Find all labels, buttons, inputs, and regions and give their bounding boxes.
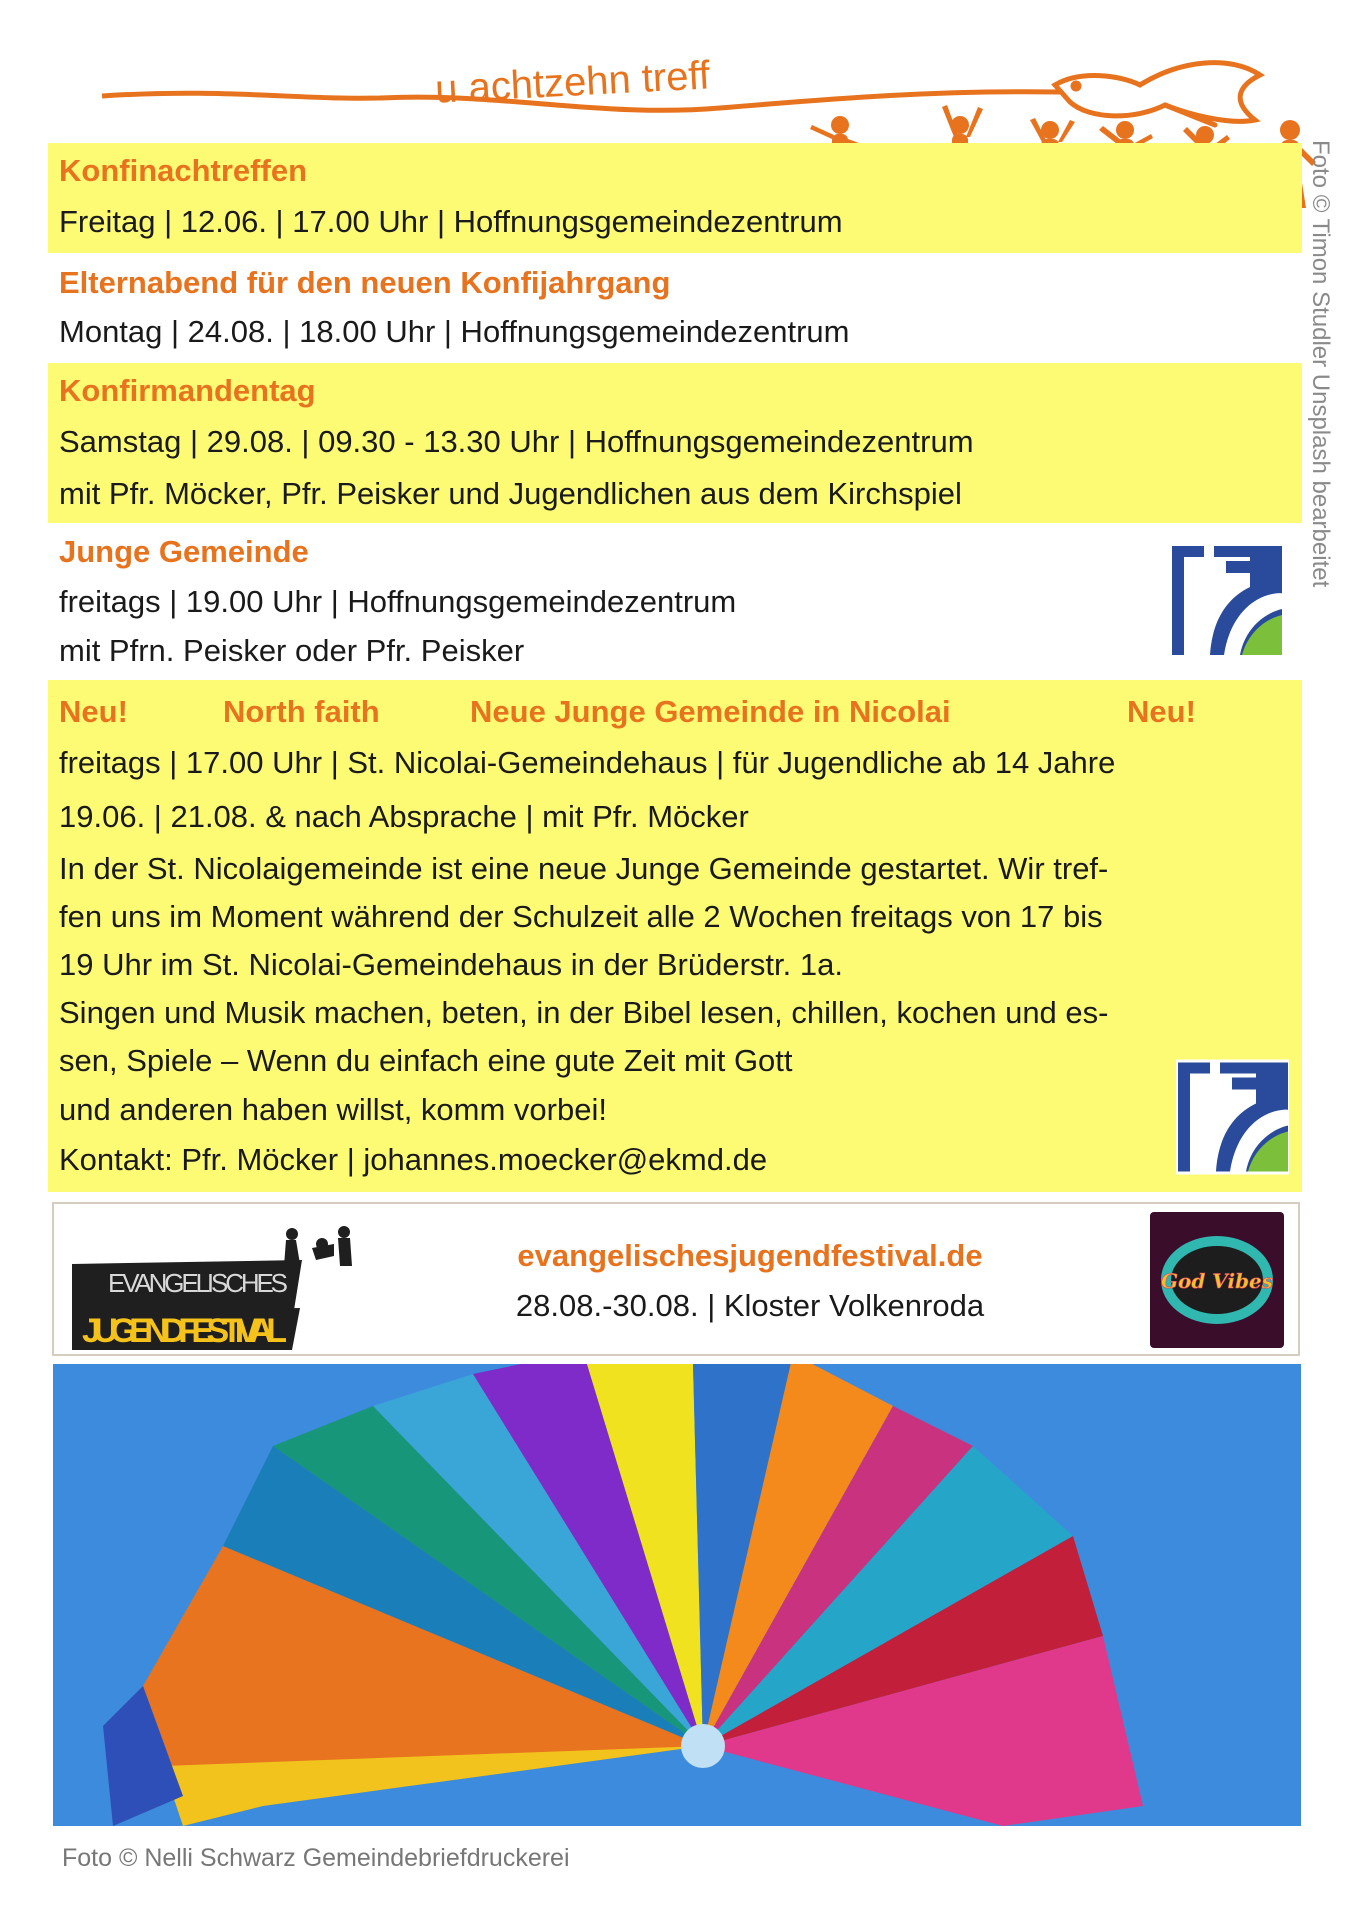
festival-url[interactable]: evangelischesjugendfestival.de bbox=[517, 1238, 983, 1273]
event-title: Konfinachtreffen bbox=[59, 153, 307, 188]
footer-photo-credit: Foto © Nelli Schwarz Gemeindebriefdruckerei bbox=[62, 1844, 570, 1872]
north-faith-line: sen, Spiele – Wenn du einfach eine gute Zeit mit Gott bbox=[59, 1043, 793, 1078]
event-title: Konfirmandentag bbox=[59, 373, 316, 408]
north-faith-new-left: Neu! bbox=[59, 694, 128, 729]
side-photo-credit-text: Foto © Timon Studler Unsplash bearbeitet bbox=[1307, 140, 1334, 588]
event-title: Junge Gemeinde bbox=[59, 534, 309, 569]
godvibes-badge bbox=[1150, 1212, 1284, 1348]
header-title: u achtzehn treff bbox=[434, 53, 712, 112]
church-logo-icon bbox=[1176, 1058, 1289, 1176]
event-detail: Freitag | 12.06. | 17.00 Uhr | Hoffnungsgemeindezentrum bbox=[59, 204, 843, 239]
jugendfestival-logo bbox=[72, 1222, 372, 1350]
north-faith-line: und anderen haben willst, komm vorbei! bbox=[59, 1092, 607, 1127]
event-detail: mit Pfrn. Peisker oder Pfr. Peisker bbox=[59, 633, 525, 668]
north-faith-line: fen uns im Moment während der Schulzeit alle 2 Wochen freitags von 17 bis bbox=[59, 899, 1103, 934]
festival-logo-bottom: JUGENDFESTIVAL bbox=[82, 1312, 287, 1350]
side-photo-credit bbox=[1306, 140, 1336, 640]
north-faith-line: Singen und Musik machen, beten, in der Bibel lesen, chillen, kochen und es- bbox=[59, 995, 1109, 1030]
parachute-photo bbox=[53, 1364, 1301, 1826]
festival-logo-top: EVANGELISCHES bbox=[108, 1268, 288, 1298]
event-detail: Montag | 24.08. | 18.00 Uhr | Hoffnungsgemeindezentrum bbox=[59, 314, 850, 349]
north-faith-contact: Kontakt: Pfr. Möcker | johannes.moecker@ekmd.de bbox=[59, 1142, 768, 1177]
north-faith-line: 19 Uhr im St. Nicolai-Gemeindehaus in der Brüderstr. 1a. bbox=[59, 947, 843, 982]
festival-figures-icon bbox=[284, 1226, 352, 1266]
north-faith-line: In der St. Nicolaigemeinde ist eine neue Junge Gemeinde gestartet. Wir tref- bbox=[59, 851, 1109, 886]
north-faith-line: 19.06. | 21.08. & nach Absprache | mit Pfr. Möcker bbox=[59, 799, 749, 834]
event-title: Elternabend für den neuen Konfijahrgang bbox=[59, 265, 671, 300]
north-faith-new-right: Neu! bbox=[1127, 694, 1196, 729]
event-detail: mit Pfr. Möcker, Pfr. Peisker und Jugendlichen aus dem Kirchspiel bbox=[59, 476, 962, 511]
event-detail: Samstag | 29.08. | 09.30 - 13.30 Uhr | Hoffnungsgemeindezentrum bbox=[59, 424, 974, 459]
north-faith-name: North faith bbox=[223, 694, 380, 729]
north-faith-subtitle: Neue Junge Gemeinde in Nicolai bbox=[470, 694, 951, 729]
event-detail: freitags | 19.00 Uhr | Hoffnungsgemeindezentrum bbox=[59, 584, 737, 619]
north-faith-line: freitags | 17.00 Uhr | St. Nicolai-Gemeindehaus | für Jugendliche ab 14 Jahre bbox=[59, 745, 1116, 780]
festival-details: 28.08.-30.08. | Kloster Volkenroda bbox=[515, 1288, 985, 1323]
church-logo-icon bbox=[1170, 543, 1283, 658]
godvibes-text: God Vibes bbox=[1160, 1269, 1274, 1293]
dove-icon bbox=[1055, 63, 1260, 125]
